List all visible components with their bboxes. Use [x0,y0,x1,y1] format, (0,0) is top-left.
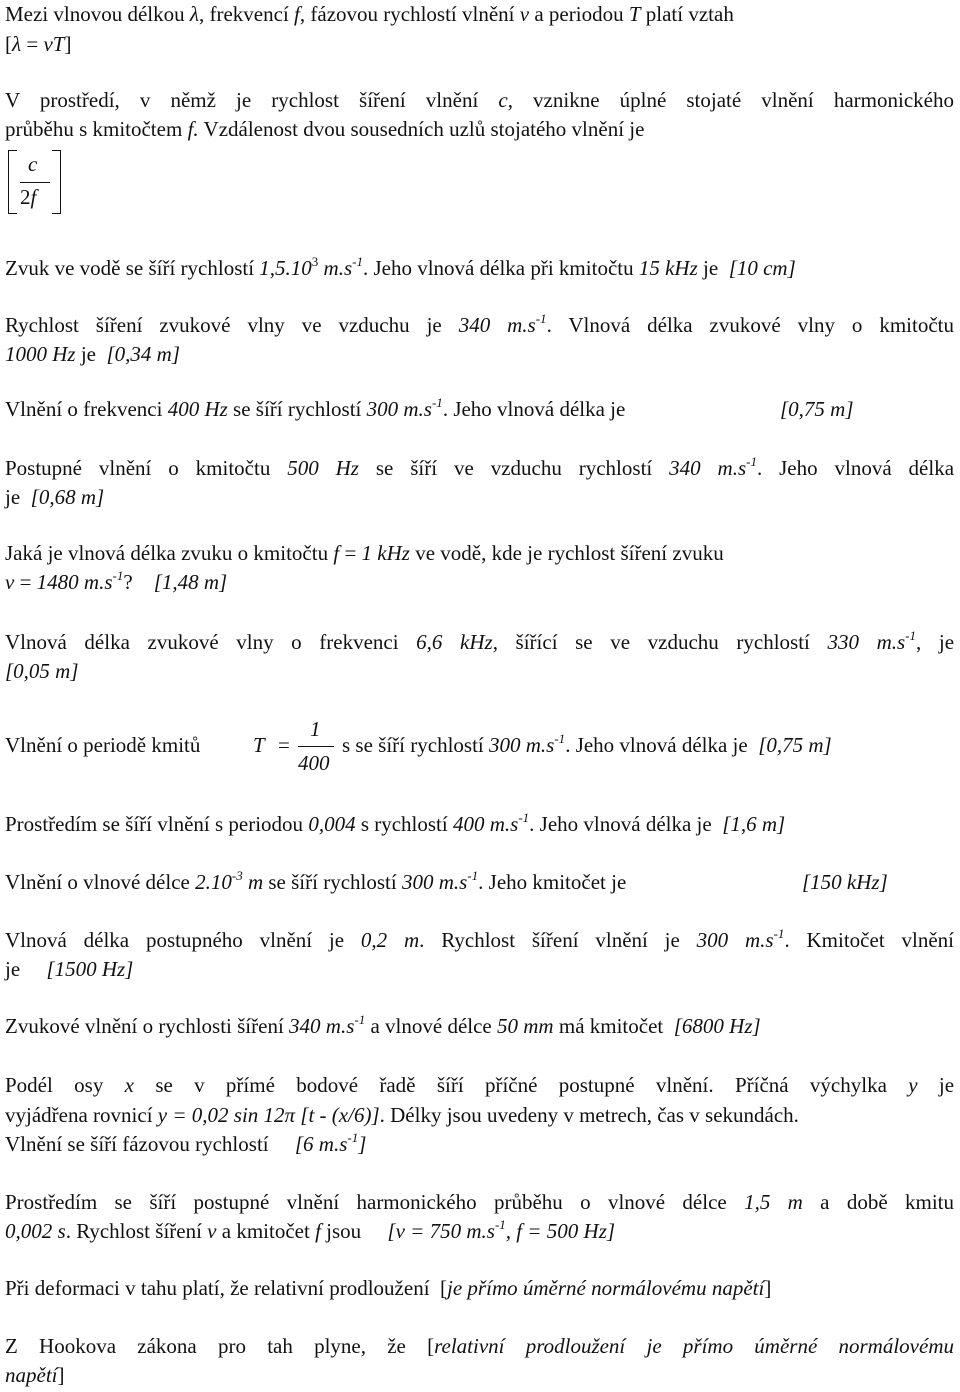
question-14 [5,1276,954,1300]
answer: [0,75 m] [758,733,832,757]
value: 340 m.s [669,456,747,480]
question-15-line-2 [5,1363,954,1387]
exponent: -1 [554,731,566,746]
symbol: f [333,541,340,565]
value: 1480 m.s [36,570,113,594]
value: 2.10 [195,870,232,894]
text: se šíří rychlostí [263,870,397,894]
exponent: -1 [746,454,757,469]
node-line-1 [5,88,954,112]
text: ? [123,570,133,594]
text: průběhu s kmitočtem [5,117,183,141]
fraction-denominator: 400 [298,751,330,775]
text: se šíří rychlostí [227,397,362,421]
question-5-line-1 [5,541,954,565]
bracket: [ [440,1276,448,1300]
question-11 [5,1014,954,1038]
length: 50 mm [497,1014,554,1038]
symbol: c [498,88,508,112]
question-4-line-1 [5,456,954,480]
text: , šířící se ve vzduchu rychlostí [492,630,810,654]
text: . Vlnová délka zvukové vlny o kmitočtu [546,313,955,337]
bracket: [ [5,32,12,56]
equals: = [339,541,362,565]
symbol: f [294,2,300,26]
unit: m [242,870,264,894]
right-bracket [52,150,61,214]
exponent: 3 [311,254,319,269]
value: 0,2 m [360,928,420,952]
exponent: -1 [494,1217,506,1232]
text: Vlnová délka postupného vlnění je [5,928,345,952]
text: vyjádřena rovnicí [5,1103,153,1127]
text: . Jeho vlnová délka při kmitočtu [362,256,634,280]
text: . Jeho vlnová délka je [529,812,712,836]
value: 340 m.s [289,1014,355,1038]
text: ve vodě, kde je rychlost šíření zvuku [409,541,724,565]
text: Vlnění se šíří fázovou rychlostí [5,1132,269,1156]
relation-text [5,2,954,26]
answer: [10 cm] [728,256,796,280]
text: Postupné vlnění o kmitočtu [5,456,271,480]
question-1 [5,256,954,280]
fraction-denominator-f: f [30,185,37,209]
text: Mezi vlnovou délkou [5,2,185,26]
exponent: -3 [231,868,243,883]
answer-close: , f = 500 Hz] [505,1219,616,1243]
question-6-line-2 [5,659,954,683]
bracket: ] [764,1276,772,1300]
question-10-line-2 [5,957,954,981]
symbol: v [207,1219,217,1243]
text: Vlnění o periodě kmitů [5,733,201,757]
bracket: ] [64,32,72,56]
text: . Jeho vlnová délka je [442,397,626,421]
text: . Délky jsou uvedeny v metrech, čas v sekundách. [379,1103,799,1127]
value: 340 m.s [458,313,536,337]
text: a době kmitu [802,1190,954,1214]
text: s se šíří rychlostí [342,733,484,757]
value: 300 m.s [401,870,468,894]
period: 0,002 s [5,1219,66,1243]
answer: [0,05 m] [5,659,79,683]
answer: [1,6 m] [722,812,786,836]
text: je [938,1073,955,1097]
symbol: x [124,1073,134,1097]
text: , je [916,630,955,654]
text: Vzdálenost dvou sousedních uzlů stojatého vlnění je [198,117,645,141]
exponent: -1 [352,254,363,269]
question-13-line-1 [5,1190,954,1214]
text: se šíří ve vzduchu rychlostí [358,456,653,480]
fraction-numerator: c [28,152,38,176]
text: Zvukové vlnění o rychlosti šíření [5,1014,284,1038]
text: je [697,256,719,280]
equals: = [21,32,44,56]
question-6-line-1 [5,630,954,654]
question-7-rest [342,733,832,757]
symbol: T [628,2,641,26]
frequency: 15 kHz [638,256,698,280]
question-2-line-2 [5,342,954,366]
symbol: v [5,570,15,594]
question-13-line-2 [5,1219,954,1243]
answer: [150 kHz] [802,870,888,894]
text: Rychlost šíření zvukové vlny ve vzduchu je [5,313,442,337]
text: s rychlostí [355,812,448,836]
value: 300 m.s [366,397,432,421]
frequency: 1 kHz [361,541,410,565]
answer: relativní prodloužení je přímo úměrné normálovému [434,1334,954,1358]
exponent: -1 [518,810,530,825]
text: , frekvencí [199,2,289,26]
answer-continued: napětí [5,1363,58,1387]
fraction-line [298,746,334,747]
value: 1,5.10 [259,256,312,280]
value: 300 m.s [489,733,555,757]
text: je [5,957,21,981]
period: 0,004 [308,812,356,836]
lambda-symbol: λ [189,2,199,26]
left-bracket [8,150,17,214]
answer: [1500 Hz] [46,957,134,981]
frequency: 500 Hz [287,456,359,480]
text: . Rychlost šíření [65,1219,202,1243]
answer: je přímo úměrné normálovému napětí [447,1276,765,1300]
value: 300 m.s [696,928,774,952]
question-4-line-2 [5,485,954,509]
bracket: [ [427,1334,435,1358]
text: a kmitočet [216,1219,310,1243]
symbol: v [519,2,530,26]
text: , fázovou rychlostí vlnění [299,2,515,26]
text: jsou [320,1219,362,1243]
text: . Rychlost šíření vlnění je [419,928,680,952]
text: Podél osy [5,1073,104,1097]
text: . Jeho vlnová délka je [565,733,748,757]
question-12-line-3 [5,1132,954,1156]
symbol: y [908,1073,918,1097]
answer: [0,75 m] [780,397,854,421]
text: , vznikne úplné stojaté vlnění harmonického [507,88,954,112]
frequency: 1000 Hz [5,342,76,366]
relation-answer [5,32,954,56]
text: platí vztah [645,2,734,26]
bracket: ] [57,1363,65,1387]
text: Při deformaci v tahu platí, že relativní prodloužení [5,1276,430,1300]
question-10-line-1 [5,928,954,952]
node-line-2 [5,117,954,141]
unit: m.s [318,256,353,280]
answer: [1,48 m] [153,570,228,594]
text: je [5,485,21,509]
exponent: -1 [354,1012,366,1027]
fraction-line [20,182,50,183]
value: 400 m.s [452,812,519,836]
lambda-symbol: λ [12,32,22,56]
fraction-numerator: 1 [310,717,321,741]
text: . Jeho kmitočet je [478,870,627,894]
length: 1,5 m [744,1190,803,1214]
answer: [0,68 m] [30,485,105,509]
text: . Jeho vlnová délka [756,456,955,480]
equation: y = 0,02 sin 12π [t - (x/6)] [157,1103,380,1127]
question-15-line-1 [5,1334,954,1358]
symbol: T [253,733,265,757]
question-12-line-2 [5,1103,954,1127]
text: Zvuk ve vodě se šíří rychlostí [5,256,255,280]
symbol: f. [187,117,199,141]
frequency: 6,6 kHz [416,630,493,654]
text: . Kmitočet vlnění [784,928,954,952]
exponent: -1 [773,926,785,941]
question-2-line-1 [5,313,954,337]
text: Vlnění o vlnové délce [5,870,190,894]
answer: [6800 Hz] [673,1014,761,1038]
text: a vlnové délce [365,1014,492,1038]
text: má kmitočet [553,1014,664,1038]
question-8 [5,812,954,836]
exponent: -1 [347,1130,359,1145]
text: Vlnění o frekvenci [5,397,163,421]
value: 330 m.s [827,630,906,654]
exponent: -1 [905,628,917,643]
question-12-line-1 [5,1073,954,1097]
exponent: -1 [431,395,443,410]
text: Prostředím se šíří postupné vlnění harmonického průběhu o vlnové délce [5,1190,727,1214]
text: Z Hookova zákona pro tah plyne, že [5,1334,406,1358]
symbol: f [315,1219,321,1243]
text: je [75,342,96,366]
text: Vlnová délka zvukové vlny o frekvenci [5,630,399,654]
question-5-line-2: v = 1480 $m.s^{-1}$? [1,48 m] [5,568,228,594]
text: se v přímé bodové řadě šíří příčné postupné vlnění. Příčná výchylka [155,1073,887,1097]
frequency: 400 Hz [167,397,228,421]
exponent: -1 [467,868,479,883]
answer: [v = 750 m.s [387,1219,495,1243]
text: Jaká je vlnová délka zvuku o kmitočtu [5,541,329,565]
answer: [6 m.s [294,1132,348,1156]
text: a periodou [534,2,624,26]
exponent: -1 [112,568,124,583]
text: Prostředím se šíří vlnění s periodou [5,812,304,836]
question-7-text [5,733,200,757]
text: V prostředí, v němž je rychlost šíření vlnění [5,88,479,112]
fraction-denominator: 2 [20,185,31,209]
answer: [0,34 m] [106,342,181,366]
exponent: -1 [535,311,547,326]
equals: = [278,733,290,757]
symbol: vT [43,32,65,56]
answer-close: ] [358,1132,367,1156]
